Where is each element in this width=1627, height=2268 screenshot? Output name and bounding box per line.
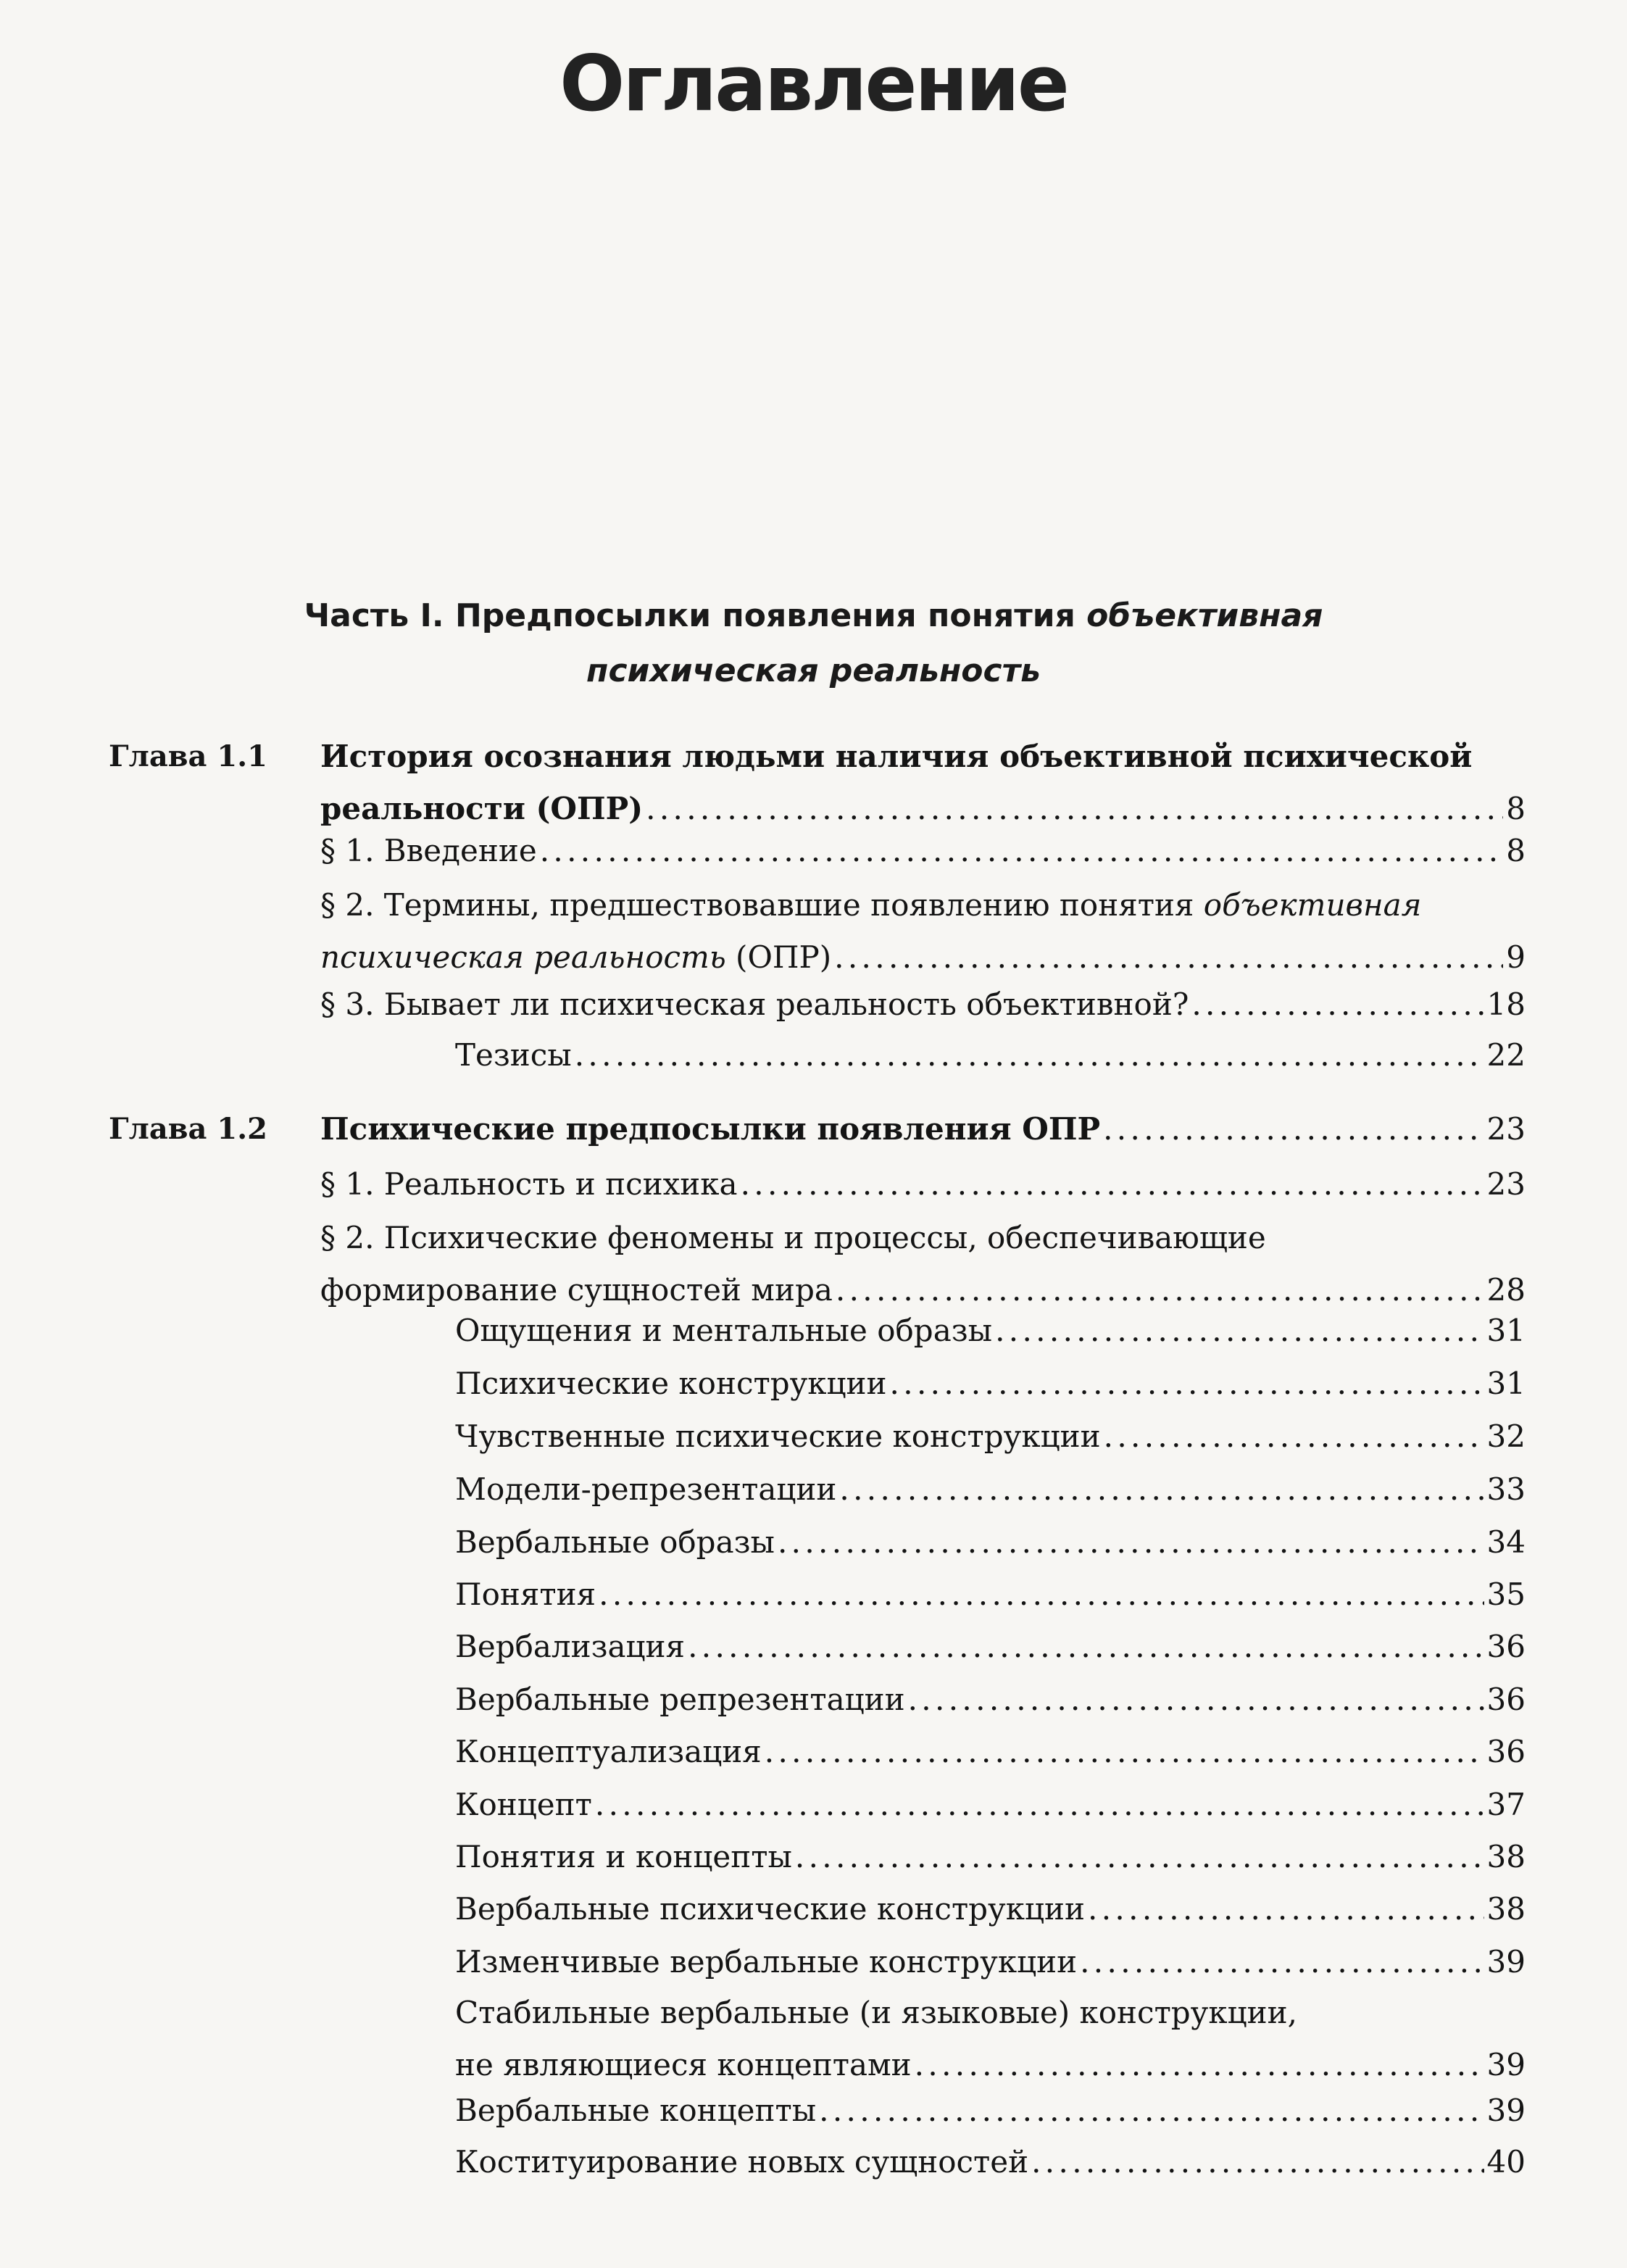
toc-entry-subsection[interactable] — [455, 1569, 1526, 1621]
dot-leader — [1031, 2136, 1484, 2188]
dot-leader — [890, 1358, 1484, 1410]
toc-entry-subsection[interactable] — [455, 1987, 1526, 2091]
subsection-title: Психические конструкции — [455, 1366, 887, 1401]
toc-entry-section[interactable] — [320, 825, 1526, 877]
page-number: 37 — [1486, 1787, 1526, 1822]
dot-leader — [599, 1569, 1484, 1621]
chapter-label: Глава 1.1 — [109, 739, 267, 773]
dot-leader — [778, 1516, 1484, 1569]
chapter-title-line2: реальности (ОПР) — [320, 791, 644, 826]
subsection-title: Концепт — [455, 1787, 592, 1822]
part-title-prefix: Часть I. Предпосылки появления понятия — [304, 597, 1087, 634]
toc-entry-subsection[interactable] — [455, 2085, 1526, 2137]
toc-entry-subsection[interactable] — [455, 1358, 1526, 1410]
toc-entry-subsection[interactable] — [455, 1831, 1526, 1883]
dot-leader — [765, 1726, 1484, 1778]
toc-entry-section[interactable] — [320, 879, 1526, 984]
dot-leader — [908, 1674, 1484, 1726]
toc-entry-subsection[interactable] — [455, 1674, 1526, 1726]
toc-entry-subsection[interactable] — [455, 2136, 1526, 2188]
page-number: 32 — [1486, 1418, 1526, 1454]
dot-leader — [688, 1621, 1484, 1673]
subsection-title: Вербальные концепты — [455, 2093, 817, 2128]
page-number: 39 — [1486, 2047, 1526, 2082]
chapter-title: Психические предпосылки появления ОПР — [320, 1111, 1101, 1147]
dot-leader — [1088, 1883, 1484, 1935]
part-title-italic: объективная — [1086, 597, 1323, 634]
page-title: Оглавление — [559, 39, 1068, 128]
toc-entry-section[interactable] — [320, 1212, 1526, 1316]
page-number: 23 — [1486, 1166, 1526, 1202]
section-title-prefix: § 2. Термины, предшествовавшие появлению понятия — [320, 887, 1204, 923]
page-number: 33 — [1486, 1471, 1526, 1507]
dot-leader — [540, 825, 1504, 877]
dot-leader — [819, 2085, 1484, 2137]
dot-leader — [741, 1158, 1484, 1210]
chapter-label: Глава 1.2 — [109, 1112, 267, 1146]
dot-leader — [839, 1463, 1484, 1516]
subsection-title: Изменчивые вербальные конструкции — [455, 1944, 1078, 1980]
subsection-title: Коституирование новых сущностей — [455, 2144, 1029, 2180]
page-number: 40 — [1486, 2144, 1526, 2180]
dot-leader — [834, 931, 1503, 984]
subsection-title: Модели-репрезентации — [455, 1471, 837, 1507]
dot-leader — [1080, 1936, 1484, 1988]
page-number: 38 — [1486, 1891, 1526, 1927]
part-title-line2: психическая реальность — [586, 652, 1041, 689]
dot-leader — [1191, 979, 1484, 1031]
section-title-italic2: психическая реальность — [320, 939, 726, 975]
dot-leader — [595, 1779, 1484, 1831]
page-number: 35 — [1486, 1577, 1526, 1612]
page-number: 39 — [1486, 1944, 1526, 1980]
subsection-title-line2: не являющиеся концептами — [455, 2047, 912, 2082]
section-title-line2: формирование сущностей мира — [320, 1272, 833, 1308]
section-title: Тезисы — [455, 1037, 572, 1073]
dot-leader — [575, 1029, 1484, 1081]
toc-entry-section[interactable] — [320, 979, 1526, 1031]
page-number: 36 — [1486, 1682, 1526, 1717]
toc-entry-subsection[interactable] — [455, 1305, 1526, 1357]
toc-entry-chapter[interactable] — [320, 731, 1526, 835]
toc-entry-subsection[interactable] — [455, 1779, 1526, 1831]
toc-entry-theses[interactable] — [455, 1029, 1526, 1081]
toc-entry-subsection[interactable] — [455, 1726, 1526, 1778]
toc-entry-subsection[interactable] — [455, 1463, 1526, 1516]
subsection-title-line1: Стабильные вербальные (и языковые) конструкции, — [455, 1995, 1297, 2030]
subsection-title: Чувственные психические конструкции — [455, 1418, 1101, 1454]
dot-leader — [1103, 1103, 1484, 1155]
page-number: 36 — [1486, 1629, 1526, 1664]
subsection-title: Вербальные репрезентации — [455, 1682, 905, 1717]
section-title-italic: объективная — [1203, 887, 1422, 923]
subsection-title: Вербализация — [455, 1629, 686, 1664]
page-number: 23 — [1486, 1111, 1526, 1147]
toc-entry-chapter[interactable] — [320, 1103, 1526, 1155]
page-number: 8 — [1506, 791, 1526, 826]
page-number: 31 — [1486, 1313, 1526, 1348]
section-title-suffix: (ОПР) — [725, 939, 832, 975]
section-title: § 1. Введение — [320, 833, 537, 868]
toc-entry-section[interactable] — [320, 1158, 1526, 1210]
subsection-title: Понятия — [455, 1577, 596, 1612]
subsection-title: Ощущения и ментальные образы — [455, 1313, 993, 1348]
toc-entry-subsection[interactable] — [455, 1411, 1526, 1463]
page-number: 22 — [1486, 1037, 1526, 1073]
dot-leader — [1104, 1411, 1484, 1463]
section-title-line1: § 2. Психические феномены и процессы, обеспечивающие — [320, 1220, 1266, 1255]
toc-entry-subsection[interactable] — [455, 1883, 1526, 1935]
subsection-title: Вербальные психические конструкции — [455, 1891, 1086, 1927]
toc-entry-subsection[interactable] — [455, 1516, 1526, 1569]
subsection-title: Понятия и концепты — [455, 1839, 792, 1874]
section-title: § 1. Реальность и психика — [320, 1166, 738, 1202]
subsection-title: Вербальные образы — [455, 1524, 775, 1560]
page-number: 18 — [1486, 986, 1526, 1022]
toc-entry-subsection[interactable] — [455, 1936, 1526, 1988]
section-title: § 3. Бывает ли психическая реальность объективной? — [320, 986, 1189, 1022]
page-number: 34 — [1486, 1524, 1526, 1560]
dot-leader — [995, 1305, 1484, 1357]
page-number: 38 — [1486, 1839, 1526, 1874]
page-number: 39 — [1486, 2093, 1526, 2128]
page-number: 9 — [1506, 939, 1526, 975]
page-number: 8 — [1506, 833, 1526, 868]
page-number: 28 — [1486, 1272, 1526, 1308]
chapter-title-line1: История осознания людьми наличия объективной психической — [320, 739, 1473, 774]
toc-entry-subsection[interactable] — [455, 1621, 1526, 1673]
dot-leader — [795, 1831, 1484, 1883]
dot-leader — [915, 2039, 1484, 2091]
page-number: 31 — [1486, 1366, 1526, 1401]
subsection-title: Концептуализация — [455, 1734, 762, 1769]
page-number: 36 — [1486, 1734, 1526, 1769]
